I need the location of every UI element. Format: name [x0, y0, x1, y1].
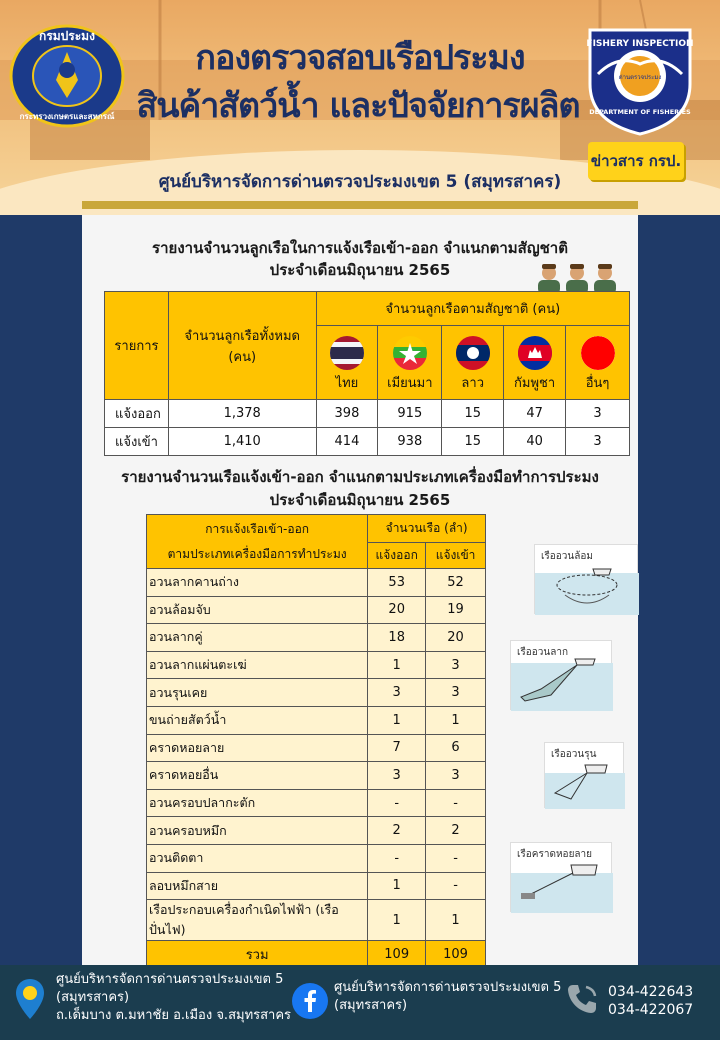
out-count: -: [368, 789, 426, 817]
cell-value: 3: [566, 428, 630, 456]
table-row: [105, 428, 630, 456]
page-title-line2: สินค้าสัตว์น้ำ และปัจจัยการผลิต: [136, 86, 580, 126]
gear-type-label: อวนติดตา: [147, 844, 368, 872]
gear-type-label: เรือประกอบเครื่องกำเนิดไฟฟ้า (เรือปั่นไฟ): [147, 900, 368, 941]
myanmar-flag-icon: [393, 336, 427, 370]
header-in: แจ้งเข้า: [426, 543, 486, 569]
header-vessel-count: จำนวนเรือ (ลำ): [368, 515, 486, 543]
in-count: 2: [426, 817, 486, 845]
gear-type-label: อวนลากคานถ่าง: [147, 569, 368, 597]
in-count: 1: [426, 706, 486, 734]
header-out: แจ้งออก: [368, 543, 426, 569]
out-count: 20: [368, 596, 426, 624]
vessel-report-title: รายงานจำนวนเรือแจ้งเข้า-ออก จำแนกตามประเภทเครื่องมือทำการประมง: [121, 468, 599, 486]
logo-left-top-text: กรมประมง: [39, 29, 95, 43]
table-row: [147, 789, 486, 817]
in-count: 3: [426, 679, 486, 707]
header-gear-type-line2: ตามประเภทเครื่องมือการทำประมง: [167, 546, 347, 561]
table-row: [147, 651, 486, 679]
row-label: แจ้งเข้า: [105, 428, 169, 456]
gear-type-label: คราดหอยลาย: [147, 734, 368, 762]
crew-report-title: รายงานจำนวนลูกเรือในการแจ้งเรือเข้า-ออก จำแนกตามสัญชาติ: [152, 239, 568, 257]
in-count: -: [426, 844, 486, 872]
header-gear-type-line1: การแจ้งเรือเข้า-ออก: [205, 521, 310, 536]
nationality-cambodia: [504, 326, 566, 400]
other-flag-icon: [581, 336, 615, 370]
out-count: 18: [368, 624, 426, 652]
out-count: 7: [368, 734, 426, 762]
table-row: [147, 872, 486, 900]
crew-people-icon: [536, 262, 620, 294]
logo-left-bottom-text: กระทรวงเกษตรและสหกรณ์: [19, 112, 115, 121]
in-count: 1: [426, 900, 486, 941]
gear-type-label: คราดหอยอื่น: [147, 762, 368, 790]
fishery-inspection-logo: [578, 14, 702, 138]
table-row: [147, 569, 486, 597]
gear-type-label: อวนรุนเคย: [147, 679, 368, 707]
table-row: [147, 706, 486, 734]
in-count: 3: [426, 651, 486, 679]
out-count: 1: [368, 706, 426, 734]
cell-value: 15: [442, 428, 504, 456]
purse-seine-illustration: [534, 544, 638, 614]
address-line2: (สมุทรสาคร): [56, 990, 130, 1005]
gear-type-label: อวนครอบหมึก: [147, 817, 368, 845]
laos-flag-icon: [456, 336, 490, 370]
footer-facebook[interactable]: [334, 979, 561, 1015]
cambodia-flag-icon: [518, 336, 552, 370]
phone-icon: [564, 981, 600, 1017]
nationality-label: กัมพูชา: [514, 376, 556, 391]
total-in: 109: [426, 941, 486, 969]
out-count: 2: [368, 817, 426, 845]
in-count: 3: [426, 762, 486, 790]
address-line1: ศูนย์บริหารจัดการด่านตรวจประมงเขต 5: [56, 972, 284, 987]
in-count: 6: [426, 734, 486, 762]
table-row: [147, 817, 486, 845]
table-row: [147, 679, 486, 707]
department-of-fisheries-logo: [8, 20, 126, 128]
out-count: 3: [368, 762, 426, 790]
table-row: [147, 900, 486, 941]
out-count: 53: [368, 569, 426, 597]
cell-value: 414: [316, 428, 378, 456]
table-row: [147, 624, 486, 652]
push-net-caption: เรืออวนรุน: [551, 749, 597, 760]
nationality-label: ลาว: [461, 376, 484, 391]
cell-value: 3: [566, 400, 630, 428]
facebook-icon[interactable]: [292, 983, 328, 1019]
logo-right-top-text: FISHERY INSPECTION: [586, 39, 694, 49]
gear-type-label: อวนลากแผ่นตะเฆ่: [147, 651, 368, 679]
row-total: 1,410: [168, 428, 316, 456]
logo-right-center-text: ด่านตรวจประมง: [618, 74, 662, 81]
total-label: รวม: [147, 941, 368, 969]
footer: [0, 965, 720, 1040]
facebook-line1: ศูนย์บริหารจัดการด่านตรวจประมงเขต 5: [334, 980, 562, 995]
row-total: 1,378: [168, 400, 316, 428]
in-count: -: [426, 789, 486, 817]
gear-type-label: อวนลากคู่: [147, 624, 368, 652]
nationality-thai: [316, 326, 378, 400]
nationality-label: เมียนมา: [387, 376, 433, 391]
header-total: จำนวนลูกเรือทั้งหมด (คน): [168, 292, 316, 400]
gear-type-label: อวนล้อมจับ: [147, 596, 368, 624]
phone-number-1[interactable]: 034-422643: [608, 984, 694, 1000]
vessel-report-period: ประจำเดือนมิถุนายน 2565: [269, 491, 451, 509]
trawl-illustration: [510, 640, 612, 710]
subtitle-underline: [82, 201, 638, 209]
gear-type-label: ลอบหมึกสาย: [147, 872, 368, 900]
news-tag: ข่าวสาร กรป.: [588, 142, 684, 180]
out-count: 1: [368, 651, 426, 679]
row-label: แจ้งออก: [105, 400, 169, 428]
page-title-line1: กองตรวจสอบเรือประมง: [195, 38, 525, 78]
footer-phones: [608, 983, 693, 1019]
cell-value: 15: [442, 400, 504, 428]
push-net-illustration: [544, 742, 624, 808]
footer-address: [56, 971, 291, 1025]
table-row: [147, 762, 486, 790]
gear-type-label: ขนถ่ายสัตว์น้ำ: [147, 706, 368, 734]
gear-type-label: อวนครอบปลากะตัก: [147, 789, 368, 817]
crew-report-period: ประจำเดือนมิถุนายน 2565: [269, 261, 451, 279]
location-pin-icon: [14, 977, 46, 1021]
header-item: รายการ: [105, 292, 169, 400]
clam-dredge-caption: เรือคราดหอยลาย: [517, 849, 593, 860]
purse-seine-caption: เรืออวนล้อม: [541, 551, 593, 562]
in-count: -: [426, 872, 486, 900]
in-count: 19: [426, 596, 486, 624]
header-nationality-group: จำนวนลูกเรือตามสัญชาติ (คน): [316, 292, 630, 326]
cell-value: 938: [378, 428, 442, 456]
cell-value: 915: [378, 400, 442, 428]
phone-number-2[interactable]: 034-422067: [608, 1002, 694, 1018]
out-count: -: [368, 844, 426, 872]
in-count: 20: [426, 624, 486, 652]
table-row: [147, 596, 486, 624]
clam-dredge-illustration: [510, 842, 612, 912]
table-row: [105, 400, 630, 428]
logo-right-bottom-text: DEPARTMENT OF FISHERIES: [589, 108, 691, 116]
crew-nationality-table: [104, 291, 630, 456]
total-out: 109: [368, 941, 426, 969]
vessel-gear-table: [146, 514, 486, 969]
table-row: [147, 734, 486, 762]
nationality-other: [566, 326, 630, 400]
in-count: 52: [426, 569, 486, 597]
table-row: [147, 844, 486, 872]
cell-value: 47: [504, 400, 566, 428]
cell-value: 398: [316, 400, 378, 428]
out-count: 1: [368, 872, 426, 900]
out-count: 3: [368, 679, 426, 707]
nationality-label: ไทย: [335, 376, 359, 391]
facebook-line2: (สมุทรสาคร): [334, 998, 408, 1013]
nationality-label: อื่นๆ: [585, 376, 610, 391]
trawl-caption: เรืออวนลาก: [517, 647, 569, 658]
header-gear-type: [147, 515, 368, 569]
address-line3: ถ.เด็มบาง ต.มหาชัย อ.เมือง จ.สมุทรสาคร: [56, 1008, 292, 1023]
thai-flag-icon: [330, 336, 364, 370]
cell-value: 40: [504, 428, 566, 456]
out-count: 1: [368, 900, 426, 941]
nationality-myanmar: [378, 326, 442, 400]
center-subtitle: ศูนย์บริหารจัดการด่านตรวจประมงเขต 5 (สมุทรสาคร): [158, 172, 562, 192]
nationality-laos: [442, 326, 504, 400]
